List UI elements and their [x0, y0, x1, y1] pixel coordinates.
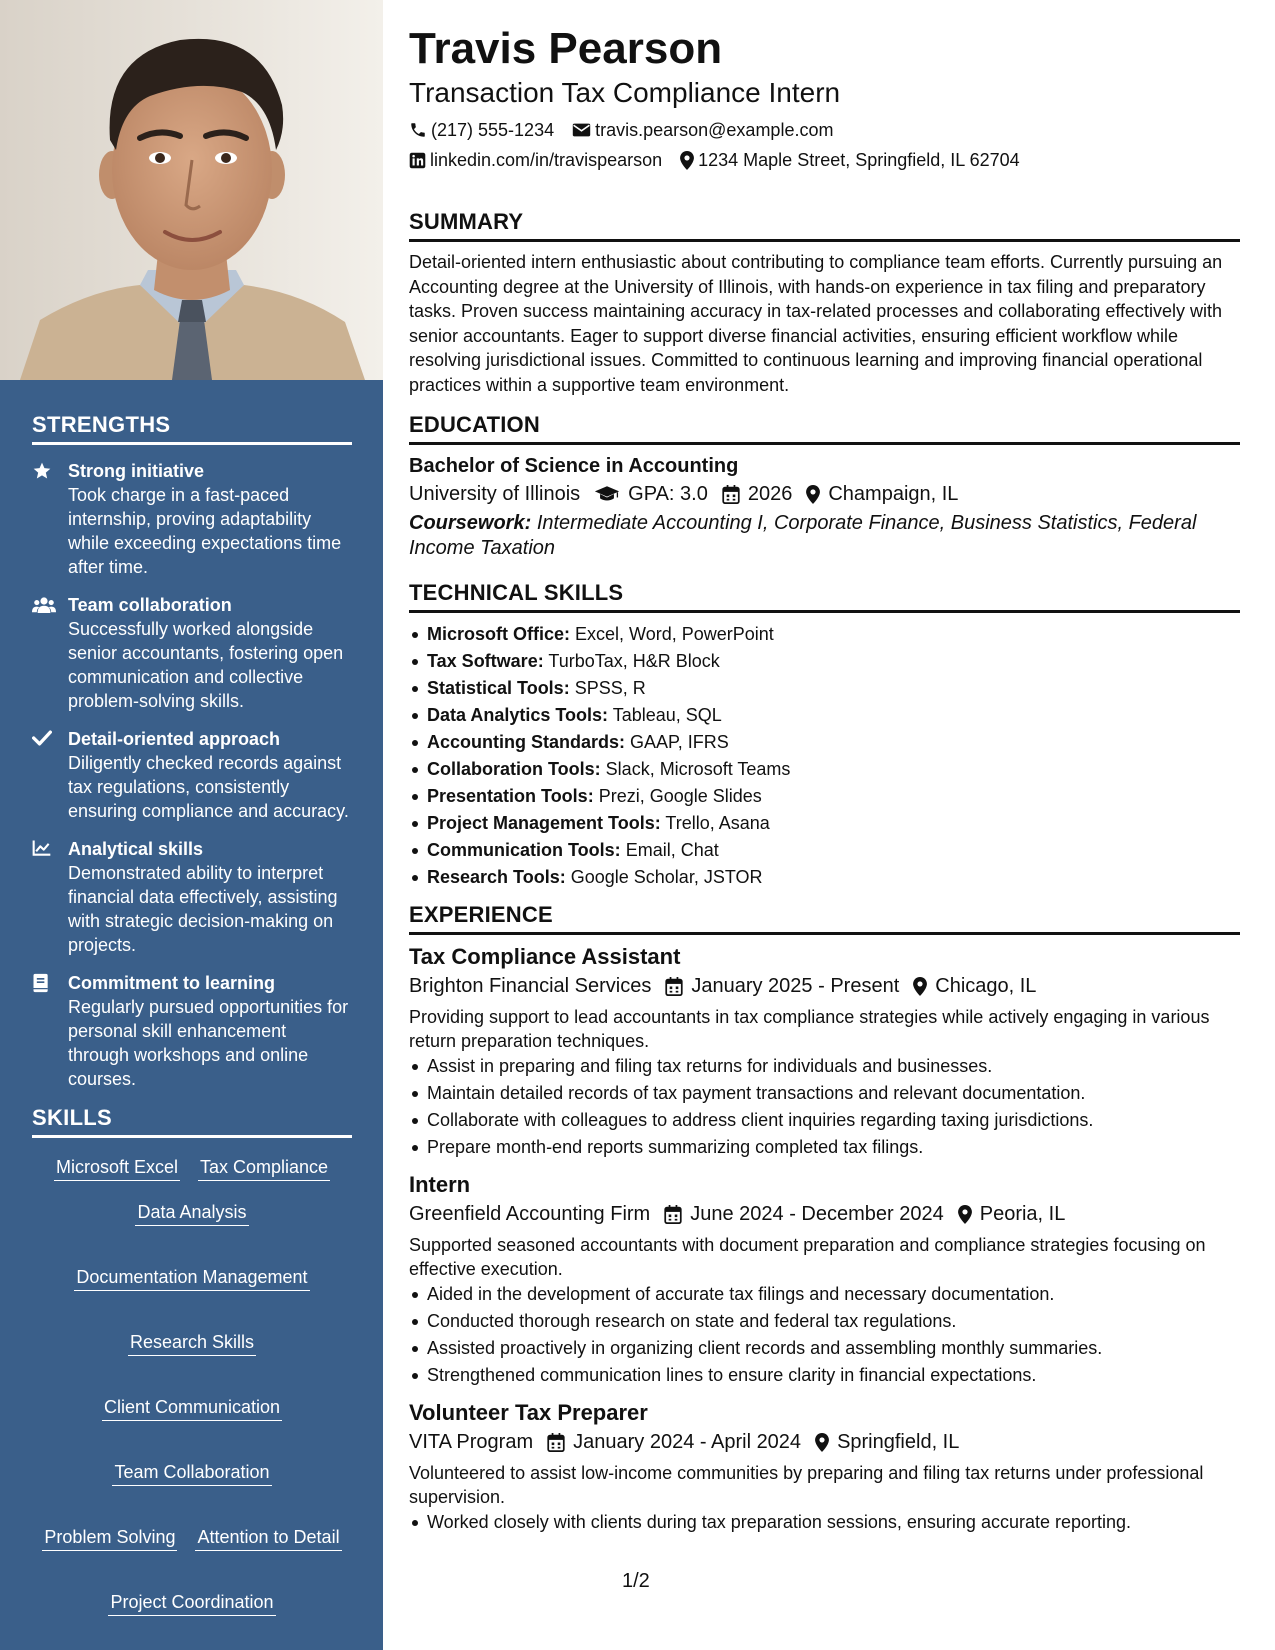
coursework: [409, 511, 1240, 561]
calendar-icon: [722, 485, 740, 504]
skill-value: Google Scholar, JSTOR: [570, 867, 763, 887]
calendar-icon: [665, 977, 683, 996]
job-bullets: [409, 1281, 1240, 1389]
job-dates: [664, 1199, 944, 1229]
job-description: Supported seasoned accountants with document preparation and compliance strategies focusing on effective execution.: [409, 1235, 1206, 1279]
envelope-icon: [572, 122, 591, 138]
job-meta: [409, 1199, 1240, 1229]
book-icon: [32, 971, 68, 1091]
sidebar: [0, 0, 383, 1650]
company: [409, 1427, 533, 1457]
company: [409, 1199, 650, 1229]
coursework-list: Intermediate Accounting I, Corporate Finance, Business Statistics, Federal Income Taxation: [409, 512, 1197, 559]
company: [409, 971, 651, 1001]
education-location: [806, 479, 958, 509]
gpa-text: GPA: 3.0: [628, 483, 708, 505]
job-title: Volunteer Tax Preparer: [409, 1400, 648, 1425]
skill-label: Tax Software:: [427, 651, 544, 671]
linkedin-contact[interactable]: [409, 148, 662, 172]
job-bullets: [409, 1053, 1240, 1161]
strength-item: [32, 727, 352, 823]
skill-tag: Research Skills: [128, 1331, 256, 1356]
calendar-icon: [664, 1205, 682, 1224]
list-item: Aided in the development of accurate tax filings and necessary documentation.: [409, 1281, 1240, 1308]
phone-text: (217) 555-1234: [431, 120, 555, 140]
profile-photo: [0, 0, 383, 380]
list-item: [409, 702, 1240, 729]
strength-title: Strong initiative: [68, 461, 205, 481]
strength-desc: Took charge in a fast-paced internship, proving adaptability while exceeding expectations time after time.: [68, 485, 342, 577]
skill-tag: Microsoft Excel: [54, 1156, 180, 1181]
job-entry: [409, 943, 1240, 1161]
strength-desc: Successfully worked alongside senior accountants, fostering open communication and collective problem-solving skills.: [68, 619, 344, 711]
star-icon: [32, 459, 68, 579]
list-item: Assist in preparing and filing tax returns for individuals and businesses.: [409, 1053, 1240, 1080]
skill-tag: Tax Compliance: [198, 1156, 330, 1181]
job-title: Intern: [409, 1172, 471, 1197]
linkedin-text[interactable]: linkedin.com/in/travispearson: [430, 150, 663, 170]
job-bullets: [409, 1509, 1240, 1536]
skill-label: Collaboration Tools:: [427, 759, 601, 779]
degree: Bachelor of Science in Accounting: [409, 455, 739, 477]
job-description: Volunteered to assist low-income communities by preparing and filing tax returns under professional supervision.: [409, 1463, 1204, 1507]
list-item: [409, 837, 1240, 864]
technical-skills-heading: TECHNICAL SKILLS: [409, 579, 1240, 613]
address-contact: [680, 148, 1020, 172]
location-pin-icon: [815, 1433, 829, 1452]
education-meta: [409, 479, 1240, 509]
list-item: Prepare month-end reports summarizing completed tax filings.: [409, 1134, 1240, 1161]
email-text[interactable]: travis.pearson@example.com: [595, 120, 834, 140]
skill-value: Slack, Microsoft Teams: [605, 759, 791, 779]
list-item: Assisted proactively in organizing client records and assembling monthly summaries.: [409, 1335, 1240, 1362]
strengths-heading: STRENGTHS: [32, 412, 352, 445]
list-item: [409, 729, 1240, 756]
contact-row: [409, 148, 1240, 172]
dates-text: January 2025 - Present: [691, 975, 900, 997]
graduation-cap-icon: [594, 485, 620, 503]
strength-desc: Demonstrated ability to interpret financial data effectively, assisting with strategic decision-making on projects.: [68, 863, 338, 955]
dates-text: January 2024 - April 2024: [573, 1431, 802, 1453]
list-item: [409, 783, 1240, 810]
chart-line-icon: [32, 837, 68, 957]
list-item: [409, 675, 1240, 702]
sidebar-content: [32, 412, 352, 1616]
summary-text: Detail-oriented intern enthusiastic about contributing to compliance team efforts. Currently pursuing an Accounting degree at the University of Illinois, with hands-on experience in tax filing and preparatory tasks. Proven success maintaining accuracy in tax-related processes and collaborating effectively with senior accountants. Eager to support diverse financial activities, ensuring efficient workflow while resolving jurisdictional issues. Committed to continuous learning and improving financial operational practices within a supportive team environment.: [409, 252, 1223, 395]
list-item: [409, 648, 1240, 675]
job-target-title: Transaction Tax Compliance Intern: [409, 77, 841, 108]
list-item: Maintain detailed records of tax payment transactions and relevant documentation.: [409, 1080, 1240, 1107]
list-item: [409, 864, 1240, 891]
strength-title: Detail-oriented approach: [68, 729, 281, 749]
skill-label: Research Tools:: [427, 867, 566, 887]
skills-heading: SKILLS: [32, 1105, 352, 1138]
skill-value: Excel, Word, PowerPoint: [575, 624, 774, 644]
skill-value: TurboTax, H&R Block: [548, 651, 720, 671]
dates-text: June 2024 - December 2024: [690, 1203, 944, 1225]
job-meta: [409, 1427, 1240, 1457]
skill-tag: Client Communication: [102, 1396, 282, 1421]
school-name: University of Illinois: [409, 483, 581, 505]
location-pin-icon: [958, 1205, 972, 1224]
skill-label: Microsoft Office:: [427, 624, 571, 644]
skill-value: SPSS, R: [574, 678, 646, 698]
skill-label: Communication Tools:: [427, 840, 621, 860]
skill-tag: Data Analysis: [135, 1201, 248, 1226]
list-item: Conducted thorough research on state and federal tax regulations.: [409, 1308, 1240, 1335]
strength-item: [32, 971, 352, 1091]
job-dates: [547, 1427, 801, 1457]
skill-tag: Documentation Management: [74, 1266, 309, 1291]
location-text: Springfield, IL: [837, 1431, 960, 1453]
strength-title: Analytical skills: [68, 839, 204, 859]
location-pin-icon: [806, 485, 820, 504]
experience-heading: EXPERIENCE: [409, 901, 1240, 935]
job-title: Tax Compliance Assistant: [409, 944, 681, 969]
strength-item: [32, 459, 352, 579]
linkedin-icon: [409, 152, 426, 169]
graduation-year: [722, 479, 793, 509]
contact-row: [409, 118, 1240, 142]
skill-tag: Team Collaboration: [112, 1461, 271, 1486]
skill-label: Statistical Tools:: [427, 678, 570, 698]
company-name: VITA Program: [409, 1431, 534, 1453]
summary-heading: SUMMARY: [409, 208, 1240, 242]
list-item: [409, 810, 1240, 837]
school: [409, 479, 580, 509]
users-icon: [32, 593, 68, 713]
skill-value: Email, Chat: [625, 840, 719, 860]
strength-item: [32, 837, 352, 957]
candidate-name: Travis Pearson: [409, 24, 723, 73]
coursework-label: Coursework:: [409, 512, 532, 534]
job-dates: [665, 971, 899, 1001]
strength-desc: Regularly pursued opportunities for personal skill enhancement through workshops and online courses.: [68, 997, 349, 1089]
location-pin-icon: [913, 977, 927, 996]
skill-label: Data Analytics Tools:: [427, 705, 609, 725]
technical-skills-list: [409, 621, 1240, 891]
gpa: [594, 479, 708, 509]
calendar-icon: [547, 1433, 565, 1452]
skill-label: Project Management Tools:: [427, 813, 661, 833]
list-item: [409, 756, 1240, 783]
skill-value: GAAP, IFRS: [630, 732, 729, 752]
job-description: Providing support to lead accountants in tax compliance strategies while actively engaging in various return preparation techniques.: [409, 1007, 1210, 1051]
job-location: [958, 1199, 1066, 1229]
list-item: Collaborate with colleagues to address client inquiries regarding taxing jurisdictions.: [409, 1107, 1240, 1134]
company-name: Brighton Financial Services: [409, 975, 652, 997]
location-text: Peoria, IL: [979, 1203, 1066, 1225]
skill-tag: Project Coordination: [108, 1591, 275, 1616]
list-item: Strengthened communication lines to ensure clarity in financial expectations.: [409, 1362, 1240, 1389]
skill-tag: Attention to Detail: [195, 1526, 341, 1551]
email-contact[interactable]: [572, 118, 833, 142]
skill-label: Presentation Tools:: [427, 786, 594, 806]
job-location: [815, 1427, 959, 1457]
year-text: 2026: [747, 483, 793, 505]
job-meta: [409, 971, 1240, 1001]
location-pin-icon: [680, 151, 694, 170]
phone-contact: [409, 118, 554, 142]
list-item: [409, 621, 1240, 648]
skill-value: Trello, Asana: [665, 813, 770, 833]
main-content: [409, 22, 1240, 1536]
strength-desc: Diligently checked records against tax regulations, consistently ensuring compliance and accuracy.: [68, 753, 349, 821]
job-entry: [409, 1171, 1240, 1389]
job-entry: [409, 1399, 1240, 1536]
page-number: 1/2: [622, 1570, 650, 1592]
location-text: Chicago, IL: [935, 975, 1037, 997]
check-icon: [32, 727, 68, 823]
education-heading: EDUCATION: [409, 411, 1240, 445]
skill-label: Accounting Standards:: [427, 732, 626, 752]
strength-title: Team collaboration: [68, 595, 232, 615]
skill-value: Prezi, Google Slides: [598, 786, 762, 806]
job-location: [913, 971, 1036, 1001]
location-text: Champaign, IL: [828, 483, 959, 505]
strength-title: Commitment to learning: [68, 973, 276, 993]
skill-tag: Problem Solving: [42, 1526, 177, 1551]
phone-icon: [409, 121, 427, 139]
company-name: Greenfield Accounting Firm: [409, 1203, 651, 1225]
strength-item: [32, 593, 352, 713]
skill-value: Tableau, SQL: [612, 705, 722, 725]
address-text: 1234 Maple Street, Springfield, IL 62704: [698, 150, 1020, 170]
list-item: Worked closely with clients during tax preparation sessions, ensuring accurate reporting.: [409, 1509, 1240, 1536]
skills-list: [32, 1152, 352, 1616]
